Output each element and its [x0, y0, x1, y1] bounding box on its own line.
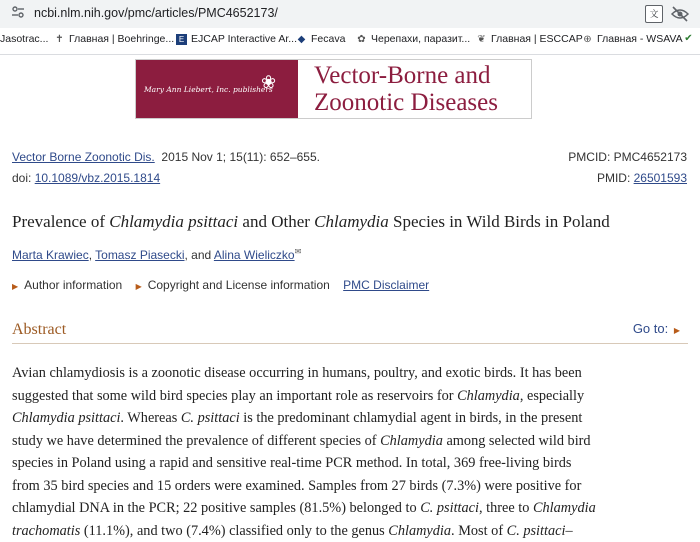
triangle-right-icon: ▶: [12, 282, 18, 291]
address-bar[interactable]: [0, 0, 700, 28]
author-link[interactable]: Tomasz Piasecki: [95, 248, 184, 262]
abstract-heading: Abstract: [12, 321, 66, 339]
bookmark-item[interactable]: E EJCAP Interactive Ar...: [176, 33, 297, 45]
citation-line: [12, 150, 320, 164]
globe-icon: ⊕: [582, 34, 593, 45]
doi-label: doi:: [12, 171, 35, 185]
abstract-line: suggested that some wild bird species play an important role as reservoirs for Chlamydia, especially: [12, 385, 692, 408]
article-title: Prevalence of Chlamydia psittaci and Other Chlamydia Species in Wild Birds in Poland: [12, 212, 610, 232]
publisher-logo: [136, 60, 298, 118]
journal-link[interactable]: Vector Borne Zoonotic Dis.: [12, 150, 155, 164]
author-list: Marta Krawiec, Tomasz Piasecki, and Alina Wieliczko✉: [12, 247, 301, 262]
abstract-line: study we have determined the prevalence of different species of Chlamydia among selected wild bird: [12, 430, 692, 453]
triangle-right-icon: ▶: [674, 326, 680, 335]
journal-title-line2: Zoonotic Diseases: [314, 89, 498, 117]
abstract-line: chlamydial DNA in the PCR; 22 positive samples (81.5%) belonged to C. psittaci, three to Chlamydia: [12, 497, 692, 520]
boehringer-icon: ✝: [54, 34, 65, 45]
doi-line: [12, 171, 160, 185]
flower-icon: ❀: [261, 72, 276, 93]
pmid-link[interactable]: 26501593: [634, 171, 687, 185]
info-links: [12, 278, 439, 292]
turtle-icon: ✿: [356, 34, 367, 45]
site-settings-icon[interactable]: [9, 5, 27, 23]
ejcap-icon: E: [176, 34, 187, 45]
publisher-name: Mary Ann Liebert, Inc. publishers: [144, 85, 273, 94]
citation-date: 2015 Nov 1; 15(11): 652–655.: [158, 150, 320, 164]
bookmark-item[interactable]: ⊕ Главная - WSAVA: [582, 33, 683, 45]
abstract-line: Avian chlamydiosis is a zoonotic disease occurring in humans, poultry, and exotic birds. It has been: [12, 362, 692, 385]
journal-title-line1: Vector-Borne and: [314, 62, 491, 90]
abstract-line: species in Poland using a rapid and sensitive real-time PCR method. In total, 369 free-living birds: [12, 452, 692, 475]
esccap-icon: ❦: [476, 34, 487, 45]
pmcid: PMCID: PMC4652173: [568, 150, 687, 164]
pmid-line: [597, 171, 687, 185]
copyright-toggle[interactable]: ▶ Copyright and License information: [136, 278, 330, 292]
bookmark-item[interactable]: Jasotrac...: [0, 33, 48, 45]
divider: [12, 343, 688, 344]
bookmark-item[interactable]: ❦ Главная | ESCCAP: [476, 33, 583, 45]
mail-icon[interactable]: ✉: [295, 247, 302, 256]
bookmark-item[interactable]: ◆ Fecava: [296, 33, 345, 45]
author-information-toggle[interactable]: ▶ Author information: [12, 278, 122, 292]
eye-off-icon[interactable]: [670, 4, 690, 24]
check-icon: ✔: [683, 33, 694, 44]
pmid-label: PMID:: [597, 171, 634, 185]
abstract-line: Chlamydia psittaci. Whereas C. psittaci is the predominant chlamydial agent in birds, in the present: [12, 407, 692, 430]
doi-link[interactable]: 10.1089/vbz.2015.1814: [35, 171, 160, 185]
journal-banner[interactable]: [135, 59, 532, 119]
abstract-text: [12, 362, 692, 542]
author-link[interactable]: Marta Krawiec: [12, 248, 89, 262]
abstract-line: trachomatis (11.1%), and two (7.4%) classified only to the genus Chlamydia. Most of C. psittaci–: [12, 520, 692, 542]
bookmark-item[interactable]: ✿ Черепахи, паразит...: [356, 33, 470, 45]
translate-icon[interactable]: 文: [645, 5, 663, 23]
pmc-disclaimer-link[interactable]: PMC Disclaimer: [343, 278, 429, 292]
bookmark-item[interactable]: [683, 33, 694, 44]
author-link[interactable]: Alina Wieliczko: [214, 248, 295, 262]
bookmark-item[interactable]: ✝ Главная | Boehringe...: [54, 33, 174, 45]
triangle-right-icon: ▶: [136, 282, 142, 291]
goto-menu[interactable]: Go to: ▶: [633, 321, 686, 336]
fecava-icon: ◆: [296, 34, 307, 45]
bookmarks-bar: [0, 29, 700, 55]
abstract-line: from 35 bird species and 15 orders were examined. Samples from 27 birds (7.3%) were positive for: [12, 475, 692, 498]
url-text[interactable]: ncbi.nlm.nih.gov/pmc/articles/PMC4652173/: [34, 6, 278, 20]
